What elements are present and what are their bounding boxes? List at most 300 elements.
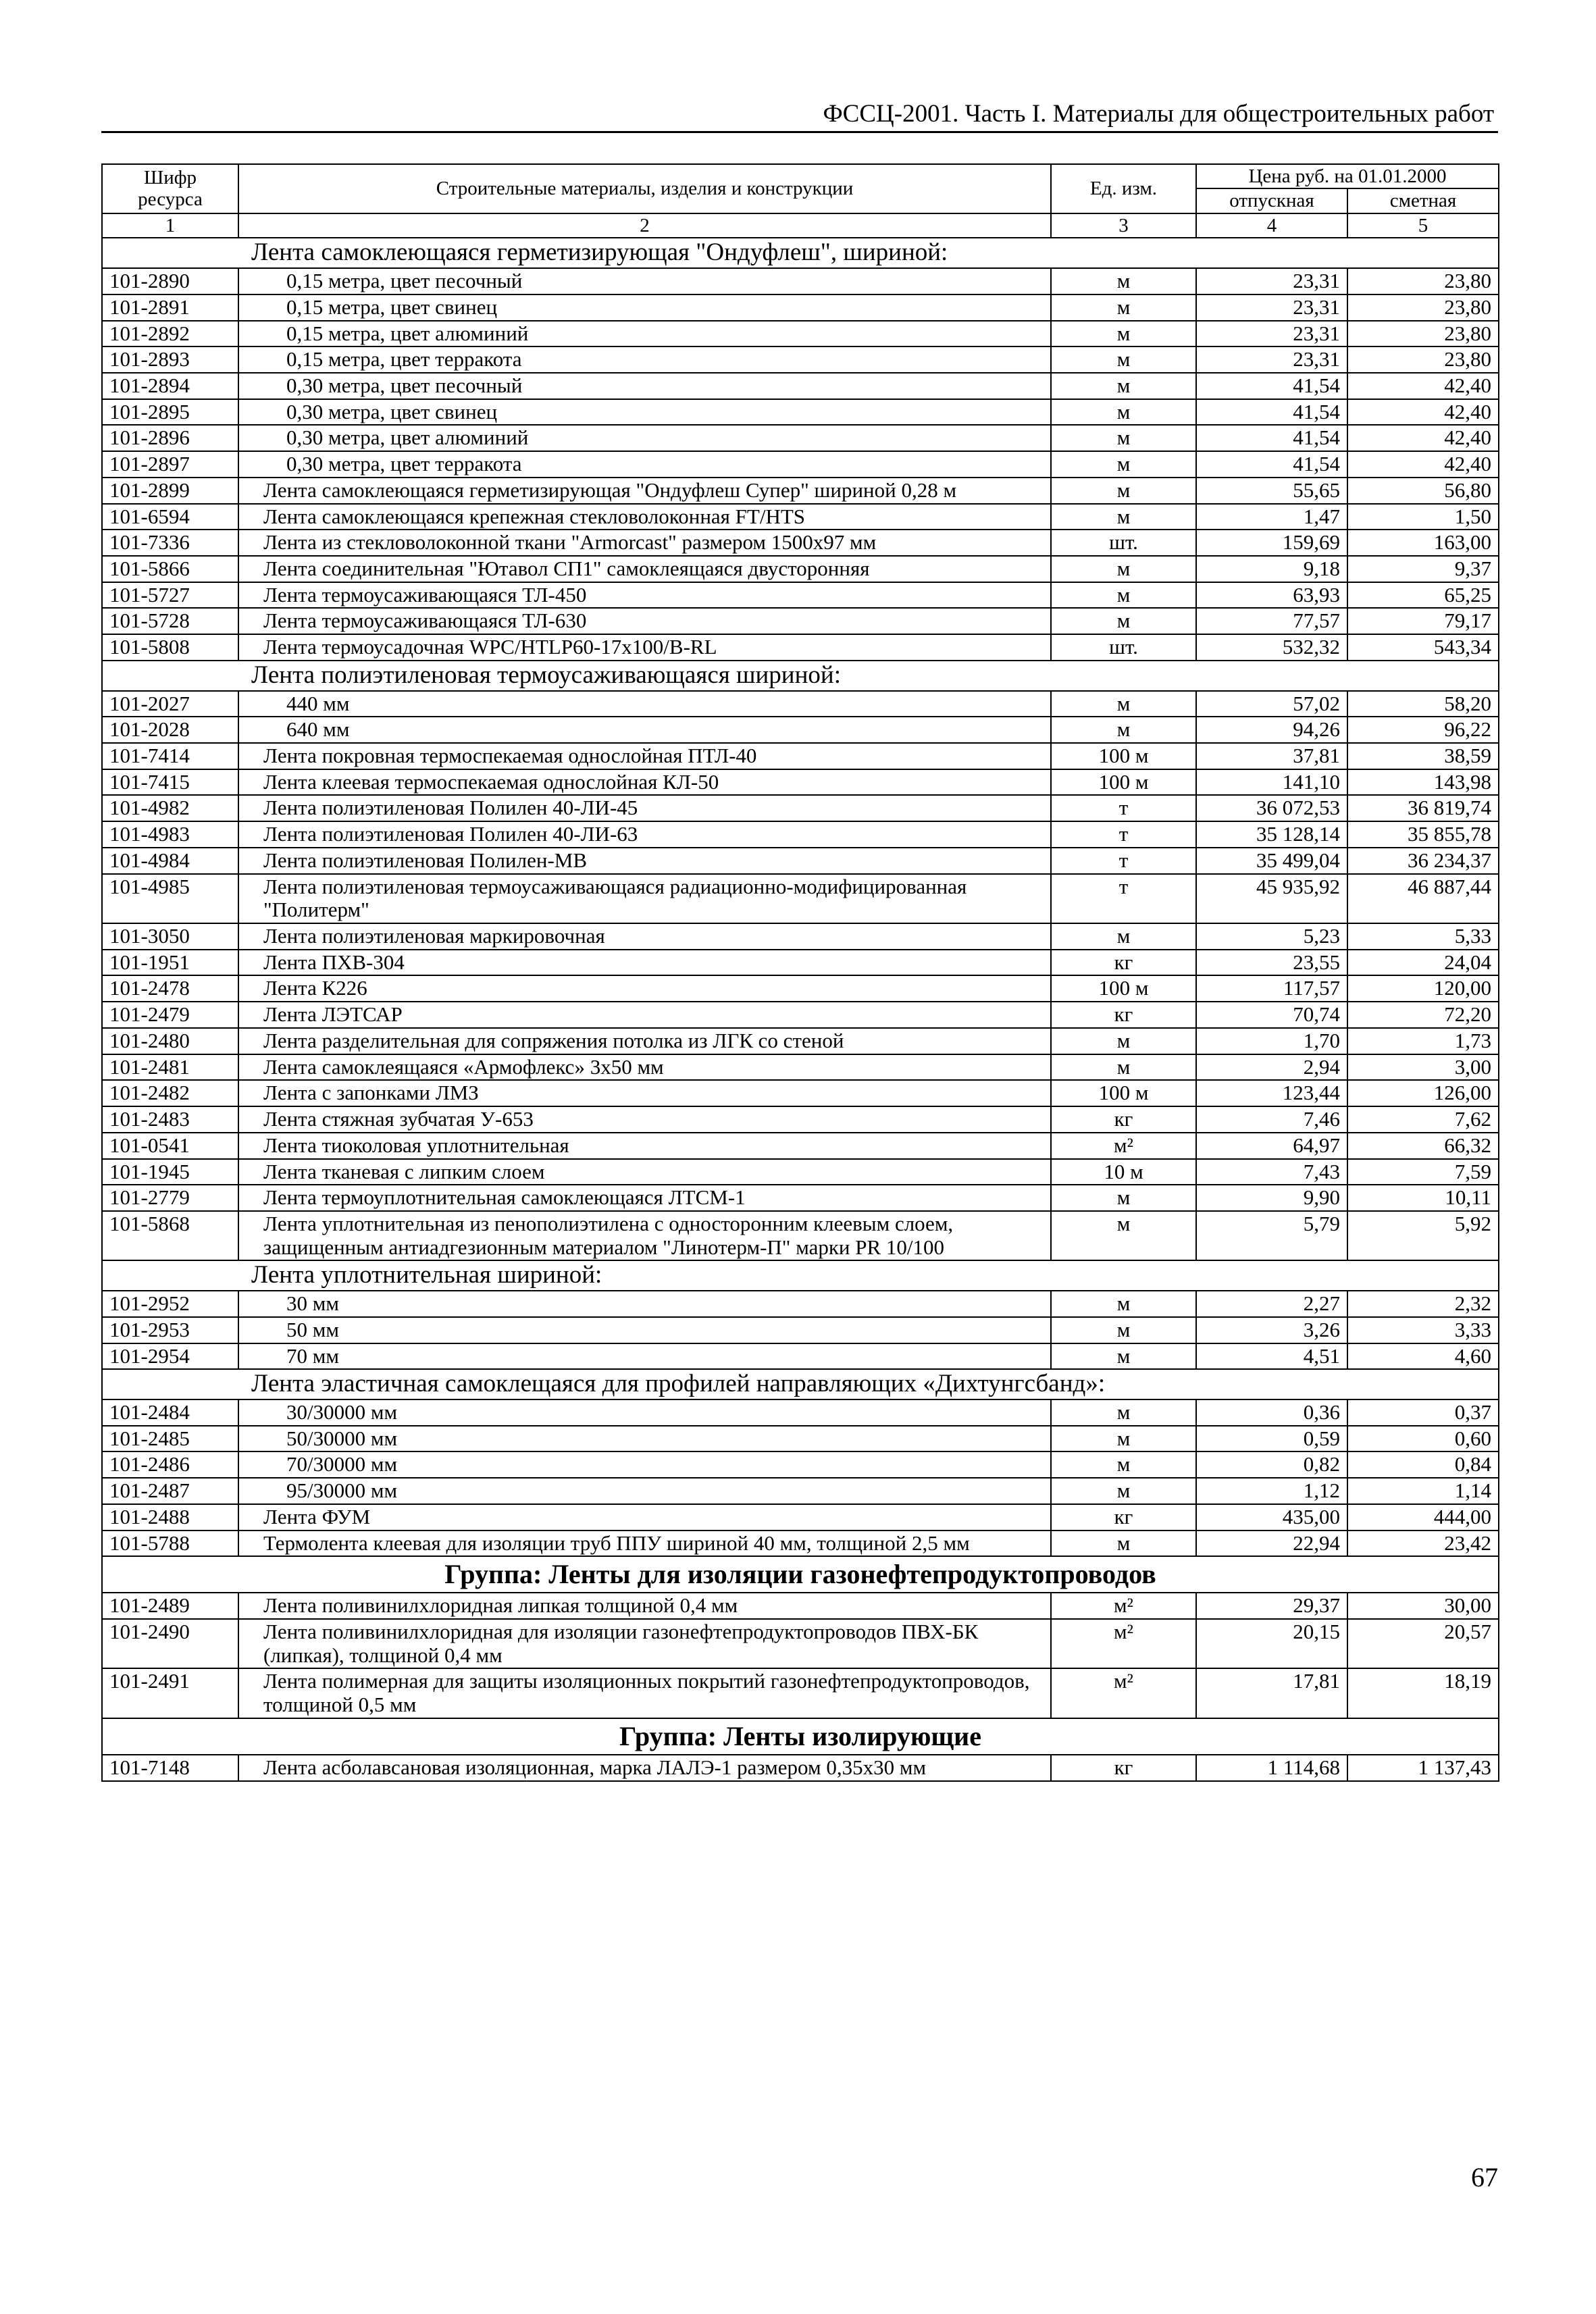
cell-name: Лента тиоколовая уплотнительная: [238, 1133, 1051, 1159]
cell-name: Лента термоусаживающаяся ТЛ-630: [238, 608, 1051, 634]
cell-code: 101-2479: [102, 1002, 238, 1028]
cell-release-price: 5,23: [1196, 923, 1347, 950]
cell-estimate-price: 2,32: [1347, 1291, 1499, 1317]
cell-name: Лента с запонками ЛМЗ: [238, 1080, 1051, 1106]
cell-unit: 100 м: [1051, 975, 1196, 1002]
cell-name: 30/30000 мм: [238, 1399, 1051, 1426]
cell-unit: шт.: [1051, 530, 1196, 556]
cell-name: Лента полиэтиленовая Полилен-МВ: [238, 848, 1051, 874]
cell-release-price: 9,90: [1196, 1185, 1347, 1211]
section-heading: Лента самоклеющаяся герметизирующая "Ондуфлеш", шириной:: [102, 238, 1499, 268]
table-row: [102, 1291, 1499, 1317]
header-unit: Ед. изм.: [1051, 164, 1196, 213]
cell-code: 101-5727: [102, 582, 238, 609]
cell-name: Лента соединительная "Ютавол СП1" самоклеящаяся двусторонняя: [238, 556, 1051, 582]
cell-estimate-price: 4,60: [1347, 1343, 1499, 1370]
cell-release-price: 57,02: [1196, 691, 1347, 717]
header-name: Строительные материалы, изделия и конструкции: [238, 164, 1051, 213]
cell-unit: м: [1051, 556, 1196, 582]
cell-code: 101-2892: [102, 321, 238, 347]
cell-unit: м: [1051, 373, 1196, 399]
cell-name: Лента уплотнительная из пенополиэтилена с односторонним клеевым слоем, защищенным антиадгезионным материалом "Линотерм-П" марки PR 10/100: [238, 1211, 1051, 1260]
cell-code: 101-4985: [102, 874, 238, 923]
group-heading-row: [102, 1556, 1499, 1593]
table-row: [102, 821, 1499, 848]
cell-estimate-price: 42,40: [1347, 451, 1499, 478]
cell-unit: м: [1051, 1451, 1196, 1478]
column-number: 5: [1347, 213, 1499, 238]
cell-release-price: 41,54: [1196, 451, 1347, 478]
table-row: [102, 321, 1499, 347]
cell-name: Лента поливинилхлоридная липкая толщиной 0,4 мм: [238, 1593, 1051, 1619]
cell-unit: шт.: [1051, 634, 1196, 661]
cell-name: Лента самоклеющаяся герметизирующая "Ондуфлеш Супер" шириной 0,28 м: [238, 478, 1051, 504]
cell-release-price: 35 128,14: [1196, 821, 1347, 848]
cell-unit: м²: [1051, 1668, 1196, 1718]
cell-estimate-price: 56,80: [1347, 478, 1499, 504]
cell-estimate-price: 3,33: [1347, 1317, 1499, 1343]
cell-estimate-price: 30,00: [1347, 1593, 1499, 1619]
cell-name: Лента асболавсановая изоляционная, марка ЛАЛЭ-1 размером 0,35х30 мм: [238, 1755, 1051, 1781]
cell-release-price: 29,37: [1196, 1593, 1347, 1619]
cell-name: 0,15 метра, цвет алюминий: [238, 321, 1051, 347]
section-heading-row: [102, 1369, 1499, 1399]
cell-code: 101-2893: [102, 346, 238, 373]
cell-unit: кг: [1051, 1755, 1196, 1781]
cell-code: 101-4983: [102, 821, 238, 848]
cell-name: 0,15 метра, цвет терракота: [238, 346, 1051, 373]
cell-release-price: 23,31: [1196, 321, 1347, 347]
cell-code: 101-1951: [102, 950, 238, 976]
cell-name: 50 мм: [238, 1317, 1051, 1343]
cell-code: 101-2491: [102, 1668, 238, 1718]
table-row: [102, 608, 1499, 634]
table-row: [102, 1317, 1499, 1343]
cell-estimate-price: 35 855,78: [1347, 821, 1499, 848]
cell-code: 101-7415: [102, 769, 238, 796]
cell-release-price: 141,10: [1196, 769, 1347, 796]
price-table: [101, 163, 1499, 1782]
cell-code: 101-2779: [102, 1185, 238, 1211]
cell-unit: м: [1051, 923, 1196, 950]
table-row: [102, 1593, 1499, 1619]
header-price: Цена руб. на 01.01.2000: [1196, 164, 1499, 188]
cell-unit: т: [1051, 821, 1196, 848]
table-row: [102, 975, 1499, 1002]
table-row: [102, 1343, 1499, 1370]
table-row: [102, 691, 1499, 717]
cell-unit: 100 м: [1051, 1080, 1196, 1106]
cell-name: 0,15 метра, цвет песочный: [238, 268, 1051, 294]
table-row: [102, 1002, 1499, 1028]
cell-release-price: 45 935,92: [1196, 874, 1347, 923]
table-row: [102, 1755, 1499, 1781]
table-row: [102, 1451, 1499, 1478]
group-heading: Группа: Ленты для изоляции газонефтепродуктопроводов: [102, 1556, 1499, 1593]
cell-release-price: 41,54: [1196, 373, 1347, 399]
cell-estimate-price: 0,60: [1347, 1426, 1499, 1452]
cell-code: 101-2484: [102, 1399, 238, 1426]
cell-unit: м: [1051, 1291, 1196, 1317]
cell-unit: м: [1051, 399, 1196, 426]
cell-estimate-price: 42,40: [1347, 425, 1499, 451]
cell-estimate-price: 143,98: [1347, 769, 1499, 796]
cell-release-price: 35 499,04: [1196, 848, 1347, 874]
cell-release-price: 36 072,53: [1196, 795, 1347, 821]
header-estimate-price: сметная: [1347, 188, 1499, 213]
cell-unit: м: [1051, 608, 1196, 634]
cell-code: 101-7414: [102, 743, 238, 769]
cell-code: 101-2483: [102, 1106, 238, 1133]
cell-estimate-price: 1,14: [1347, 1478, 1499, 1504]
cell-estimate-price: 42,40: [1347, 399, 1499, 426]
cell-release-price: 1,47: [1196, 504, 1347, 530]
table-row: [102, 1504, 1499, 1531]
cell-name: Лента тканевая с липким слоем: [238, 1159, 1051, 1185]
section-heading-row: [102, 661, 1499, 691]
cell-release-price: 20,15: [1196, 1619, 1347, 1668]
cell-unit: м: [1051, 478, 1196, 504]
cell-name: Лента полиэтиленовая маркировочная: [238, 923, 1051, 950]
cell-estimate-price: 7,62: [1347, 1106, 1499, 1133]
cell-unit: кг: [1051, 1504, 1196, 1531]
cell-code: 101-0541: [102, 1133, 238, 1159]
cell-estimate-price: 5,92: [1347, 1211, 1499, 1260]
cell-unit: кг: [1051, 1106, 1196, 1133]
table-row: [102, 556, 1499, 582]
cell-unit: м: [1051, 1399, 1196, 1426]
cell-estimate-price: 24,04: [1347, 950, 1499, 976]
cell-code: 101-5808: [102, 634, 238, 661]
cell-estimate-price: 3,00: [1347, 1054, 1499, 1081]
cell-name: 640 мм: [238, 717, 1051, 743]
table-row: [102, 451, 1499, 478]
cell-estimate-price: 36 819,74: [1347, 795, 1499, 821]
cell-unit: 10 м: [1051, 1159, 1196, 1185]
cell-unit: м²: [1051, 1619, 1196, 1668]
cell-estimate-price: 10,11: [1347, 1185, 1499, 1211]
cell-code: 101-5788: [102, 1531, 238, 1557]
cell-release-price: 7,46: [1196, 1106, 1347, 1133]
page-number: 67: [1471, 2162, 1498, 2192]
table-row: [102, 504, 1499, 530]
cell-code: 101-2480: [102, 1028, 238, 1054]
cell-unit: т: [1051, 874, 1196, 923]
cell-code: 101-2489: [102, 1593, 238, 1619]
cell-estimate-price: 23,80: [1347, 321, 1499, 347]
section-heading-row: [102, 238, 1499, 268]
cell-estimate-price: 1,73: [1347, 1028, 1499, 1054]
cell-estimate-price: 120,00: [1347, 975, 1499, 1002]
cell-code: 101-2478: [102, 975, 238, 1002]
cell-code: 101-5866: [102, 556, 238, 582]
cell-unit: м: [1051, 504, 1196, 530]
cell-release-price: 0,36: [1196, 1399, 1347, 1426]
cell-estimate-price: 126,00: [1347, 1080, 1499, 1106]
cell-code: 101-4984: [102, 848, 238, 874]
cell-release-price: 23,31: [1196, 294, 1347, 321]
table-row: [102, 582, 1499, 609]
cell-name: Лента поливинилхлоридная для изоляции газонефтепродуктопроводов ПВХ-БК (липкая), толщиной 0,4 мм: [238, 1619, 1051, 1668]
cell-release-price: 41,54: [1196, 399, 1347, 426]
cell-release-price: 4,51: [1196, 1343, 1347, 1370]
cell-release-price: 23,55: [1196, 950, 1347, 976]
cell-estimate-price: 7,59: [1347, 1159, 1499, 1185]
cell-estimate-price: 18,19: [1347, 1668, 1499, 1718]
table-row: [102, 717, 1499, 743]
cell-name: Лента разделительная для сопряжения потолка из ЛГК со стеной: [238, 1028, 1051, 1054]
cell-unit: м: [1051, 294, 1196, 321]
cell-estimate-price: 79,17: [1347, 608, 1499, 634]
table-row: [102, 1159, 1499, 1185]
cell-name: Лента покровная термоспекаемая однослойная ПТЛ-40: [238, 743, 1051, 769]
cell-code: 101-2482: [102, 1080, 238, 1106]
cell-unit: кг: [1051, 1002, 1196, 1028]
group-heading: Группа: Ленты изолирующие: [102, 1718, 1499, 1755]
cell-release-price: 64,97: [1196, 1133, 1347, 1159]
cell-estimate-price: 9,37: [1347, 556, 1499, 582]
cell-estimate-price: 20,57: [1347, 1619, 1499, 1668]
cell-code: 101-2891: [102, 294, 238, 321]
table-row: [102, 1426, 1499, 1452]
cell-unit: м: [1051, 268, 1196, 294]
cell-estimate-price: 96,22: [1347, 717, 1499, 743]
cell-estimate-price: 543,34: [1347, 634, 1499, 661]
table-row: [102, 950, 1499, 976]
cell-code: 101-2899: [102, 478, 238, 504]
table-header: [102, 164, 1499, 238]
column-number: 1: [102, 213, 238, 238]
cell-estimate-price: 23,80: [1347, 346, 1499, 373]
cell-name: Лента К226: [238, 975, 1051, 1002]
cell-name: Лента термоуплотнительная самоклеющаяся ЛТСМ-1: [238, 1185, 1051, 1211]
column-number: 2: [238, 213, 1051, 238]
cell-code: 101-2896: [102, 425, 238, 451]
cell-estimate-price: 1,50: [1347, 504, 1499, 530]
cell-release-price: 77,57: [1196, 608, 1347, 634]
cell-release-price: 532,32: [1196, 634, 1347, 661]
cell-estimate-price: 72,20: [1347, 1002, 1499, 1028]
cell-code: 101-7148: [102, 1755, 238, 1781]
table-row: [102, 1106, 1499, 1133]
cell-name: Лента полиэтиленовая Полилен 40-ЛИ-63: [238, 821, 1051, 848]
table-row: [102, 1211, 1499, 1260]
cell-name: Лента полиэтиленовая Полилен 40-ЛИ-45: [238, 795, 1051, 821]
cell-estimate-price: 36 234,37: [1347, 848, 1499, 874]
cell-name: Лента из стекловолоконной ткани "Armorcast" размером 1500х97 мм: [238, 530, 1051, 556]
header-release-price: отпускная: [1196, 188, 1347, 213]
cell-unit: м: [1051, 1211, 1196, 1260]
cell-unit: м: [1051, 425, 1196, 451]
table-row: [102, 634, 1499, 661]
cell-name: Лента термоусадочная WPC/HTLP60-17x100/B-RL: [238, 634, 1051, 661]
cell-unit: м: [1051, 321, 1196, 347]
table-row: [102, 1399, 1499, 1426]
cell-name: Лента стяжная зубчатая У-653: [238, 1106, 1051, 1133]
cell-estimate-price: 58,20: [1347, 691, 1499, 717]
cell-code: 101-2028: [102, 717, 238, 743]
cell-unit: т: [1051, 848, 1196, 874]
cell-code: 101-2894: [102, 373, 238, 399]
table-row: [102, 1080, 1499, 1106]
section-heading: Лента полиэтиленовая термоусаживающаяся шириной:: [102, 661, 1499, 691]
cell-release-price: 1,12: [1196, 1478, 1347, 1504]
cell-name: 0,30 метра, цвет свинец: [238, 399, 1051, 426]
cell-release-price: 117,57: [1196, 975, 1347, 1002]
cell-name: Лента ПХВ-304: [238, 950, 1051, 976]
table-row: [102, 373, 1499, 399]
table-row: [102, 399, 1499, 426]
section-heading: Лента уплотнительная шириной:: [102, 1260, 1499, 1291]
cell-estimate-price: 1 137,43: [1347, 1755, 1499, 1781]
table-row: [102, 294, 1499, 321]
cell-unit: м²: [1051, 1593, 1196, 1619]
cell-release-price: 41,54: [1196, 425, 1347, 451]
cell-release-price: 159,69: [1196, 530, 1347, 556]
table-row: [102, 1028, 1499, 1054]
column-number: 4: [1196, 213, 1347, 238]
cell-unit: 100 м: [1051, 769, 1196, 796]
table-row: [102, 1619, 1499, 1668]
cell-release-price: 23,31: [1196, 268, 1347, 294]
cell-release-price: 123,44: [1196, 1080, 1347, 1106]
table-row: [102, 478, 1499, 504]
cell-estimate-price: 46 887,44: [1347, 874, 1499, 923]
cell-release-price: 1,70: [1196, 1028, 1347, 1054]
cell-name: 440 мм: [238, 691, 1051, 717]
cell-code: 101-2487: [102, 1478, 238, 1504]
table-row: [102, 1478, 1499, 1504]
cell-release-price: 22,94: [1196, 1531, 1347, 1557]
cell-estimate-price: 23,42: [1347, 1531, 1499, 1557]
section-heading-row: [102, 1260, 1499, 1291]
cell-release-price: 94,26: [1196, 717, 1347, 743]
table-row: [102, 874, 1499, 923]
cell-unit: м: [1051, 1426, 1196, 1452]
cell-code: 101-2890: [102, 268, 238, 294]
table-row: [102, 769, 1499, 796]
column-number: 3: [1051, 213, 1196, 238]
cell-name: 30 мм: [238, 1291, 1051, 1317]
table-row: [102, 425, 1499, 451]
cell-code: 101-2895: [102, 399, 238, 426]
cell-estimate-price: 66,32: [1347, 1133, 1499, 1159]
table-body: [102, 238, 1499, 1780]
table-row: [102, 848, 1499, 874]
cell-release-price: 70,74: [1196, 1002, 1347, 1028]
cell-unit: 100 м: [1051, 743, 1196, 769]
section-heading: Лента эластичная самоклещаяся для профилей направляющих «Дихтунгсбанд»:: [102, 1369, 1499, 1399]
cell-release-price: 2,94: [1196, 1054, 1347, 1081]
cell-estimate-price: 5,33: [1347, 923, 1499, 950]
table-row: [102, 1054, 1499, 1081]
cell-code: 101-2952: [102, 1291, 238, 1317]
cell-name: Лента ЛЭТСАР: [238, 1002, 1051, 1028]
cell-code: 101-5728: [102, 608, 238, 634]
cell-name: 95/30000 мм: [238, 1478, 1051, 1504]
cell-estimate-price: 23,80: [1347, 268, 1499, 294]
cell-name: 0,30 метра, цвет песочный: [238, 373, 1051, 399]
table-row: [102, 743, 1499, 769]
cell-unit: м: [1051, 691, 1196, 717]
table-row: [102, 1185, 1499, 1211]
cell-code: 101-2488: [102, 1504, 238, 1531]
cell-name: Лента термоусаживающаяся ТЛ-450: [238, 582, 1051, 609]
cell-code: 101-7336: [102, 530, 238, 556]
cell-release-price: 5,79: [1196, 1211, 1347, 1260]
cell-unit: м: [1051, 1317, 1196, 1343]
cell-name: Лента самоклеящаяся «Армофлекс» 3х50 мм: [238, 1054, 1051, 1081]
cell-code: 101-2027: [102, 691, 238, 717]
table-row: [102, 268, 1499, 294]
table-row: [102, 530, 1499, 556]
cell-estimate-price: 163,00: [1347, 530, 1499, 556]
cell-estimate-price: 0,84: [1347, 1451, 1499, 1478]
cell-name: 0,30 метра, цвет алюминий: [238, 425, 1051, 451]
table-row: [102, 923, 1499, 950]
header-title: ФССЦ-2001. Часть I. Материалы для общестроительных работ: [823, 100, 1494, 128]
cell-name: Лента полимерная для защиты изоляционных покрытий газонефтепродуктопроводов, толщиной 0,5 мм: [238, 1668, 1051, 1718]
cell-code: 101-4982: [102, 795, 238, 821]
cell-code: 101-2954: [102, 1343, 238, 1370]
cell-unit: кг: [1051, 950, 1196, 976]
cell-unit: м²: [1051, 1133, 1196, 1159]
header-code: Шифр ресурса: [102, 164, 238, 213]
cell-name: 70 мм: [238, 1343, 1051, 1370]
cell-name: 70/30000 мм: [238, 1451, 1051, 1478]
cell-release-price: 2,27: [1196, 1291, 1347, 1317]
cell-code: 101-2953: [102, 1317, 238, 1343]
cell-release-price: 37,81: [1196, 743, 1347, 769]
cell-estimate-price: 38,59: [1347, 743, 1499, 769]
cell-unit: м: [1051, 717, 1196, 743]
cell-code: 101-2490: [102, 1619, 238, 1668]
cell-code: 101-2897: [102, 451, 238, 478]
cell-name: 0,15 метра, цвет свинец: [238, 294, 1051, 321]
cell-estimate-price: 42,40: [1347, 373, 1499, 399]
cell-release-price: 0,82: [1196, 1451, 1347, 1478]
cell-code: 101-1945: [102, 1159, 238, 1185]
cell-code: 101-3050: [102, 923, 238, 950]
cell-release-price: 63,93: [1196, 582, 1347, 609]
table-row: [102, 1668, 1499, 1718]
cell-name: 50/30000 мм: [238, 1426, 1051, 1452]
table-row: [102, 1531, 1499, 1557]
cell-release-price: 0,59: [1196, 1426, 1347, 1452]
cell-unit: м: [1051, 582, 1196, 609]
cell-release-price: 17,81: [1196, 1668, 1347, 1718]
cell-unit: м: [1051, 1054, 1196, 1081]
cell-release-price: 55,65: [1196, 478, 1347, 504]
cell-unit: м: [1051, 1531, 1196, 1557]
cell-estimate-price: 23,80: [1347, 294, 1499, 321]
cell-name: 0,30 метра, цвет терракота: [238, 451, 1051, 478]
cell-release-price: 7,43: [1196, 1159, 1347, 1185]
table-row: [102, 795, 1499, 821]
cell-name: Лента самоклеющаяся крепежная стекловолоконная FT/HTS: [238, 504, 1051, 530]
cell-release-price: 23,31: [1196, 346, 1347, 373]
cell-name: Термолента клеевая для изоляции труб ППУ шириной 40 мм, толщиной 2,5 мм: [238, 1531, 1051, 1557]
cell-name: Лента ФУМ: [238, 1504, 1051, 1531]
cell-name: Лента клеевая термоспекаемая однослойная КЛ-50: [238, 769, 1051, 796]
cell-release-price: 9,18: [1196, 556, 1347, 582]
cell-unit: м: [1051, 451, 1196, 478]
cell-code: 101-2486: [102, 1451, 238, 1478]
cell-estimate-price: 0,37: [1347, 1399, 1499, 1426]
cell-estimate-price: 444,00: [1347, 1504, 1499, 1531]
cell-estimate-price: 65,25: [1347, 582, 1499, 609]
cell-unit: м: [1051, 1185, 1196, 1211]
